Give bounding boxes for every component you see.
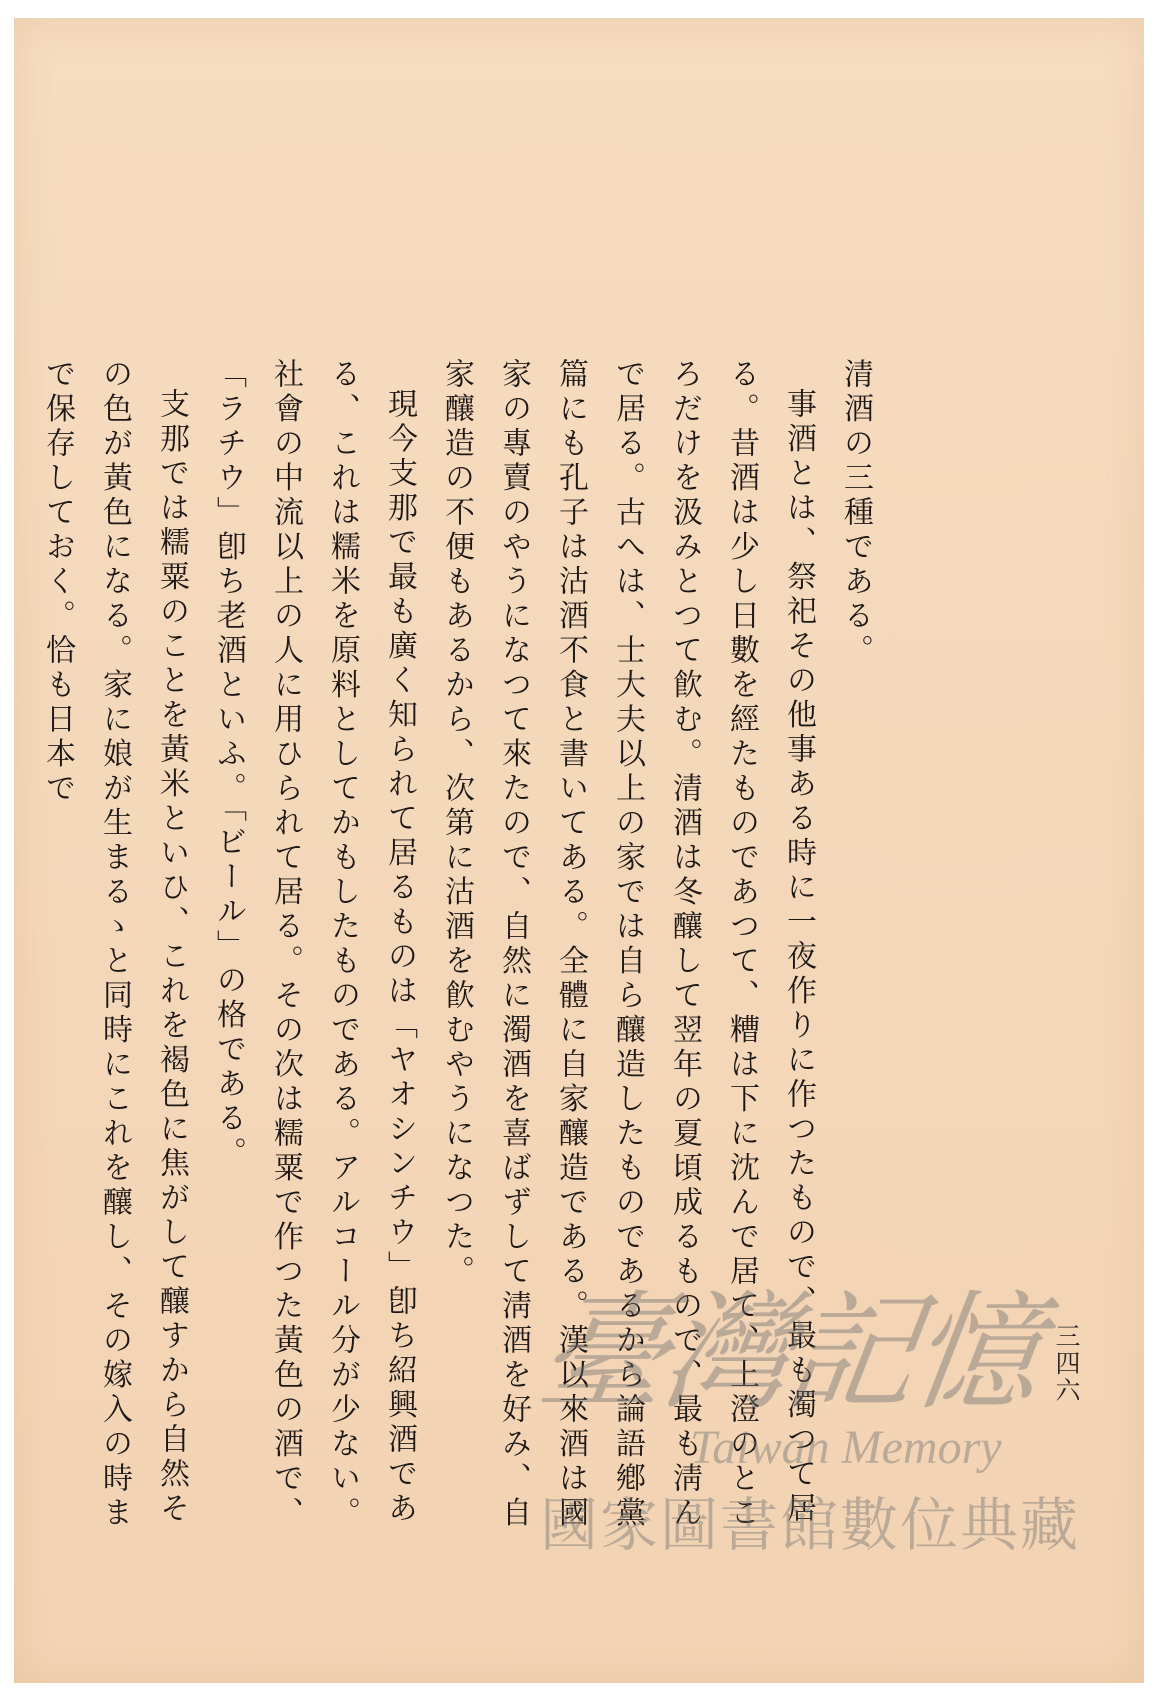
body-text — [40, 358, 884, 1538]
paragraph-4: 支那では糯粟のことを黃米といひ、これを褐色に焦がして釀すから自然その色が黃色になる。家に娘が生まるゝと同時にこれを釀し、その嫁入の時まで保存しておく。恰も日本で — [40, 358, 189, 1531]
book-page — [14, 18, 1144, 1683]
paragraph-1: 清酒の三種である。 — [838, 358, 873, 669]
watermark-logo-text: 臺灣記憶 — [529, 1279, 1047, 1428]
watermark-org-text: 國家圖書館數位典藏 — [540, 1491, 1081, 1559]
watermark-english-text: Taiwan Memory — [690, 1421, 1002, 1474]
paragraph-3: 現今支那で最も廣く知られて居るものは「ヤオシンチウ」卽ち紹興酒である、これは糯米を原料としてかもしたものである。アルコール分が少ない。社會の中流以上の人に用ひられて居る。その次は糯粟で作つた黃色の酒で、「ラチウ」卽ち老酒といふ。「ビール」の格である。 — [211, 358, 417, 1531]
paragraph-2: 事酒とは、祭祀その他事ある時に一夜作りに作つたもので、最も濁つて居る。昔酒は少し日數を經たものであつて、糟は下に沈んで居て、上澄のところだけを汲みとつて飮む。清酒は冬釀して翌年の夏頃成るもので、最も淸んで居る。古へは、士大夫以上の家では自ら釀造したものであるから論語鄕黨篇にも孔子は沽酒不食と書いてある。全體に自家釀造である。漢以來酒は國家の專賣のやうになつて來たので、自然に濁酒を喜ばずして淸酒を好み、自家釀造の不便もあるから、次第に沽酒を飮むやうになつた。 — [439, 358, 816, 1531]
page-number: 三四六 — [1052, 1323, 1081, 1404]
